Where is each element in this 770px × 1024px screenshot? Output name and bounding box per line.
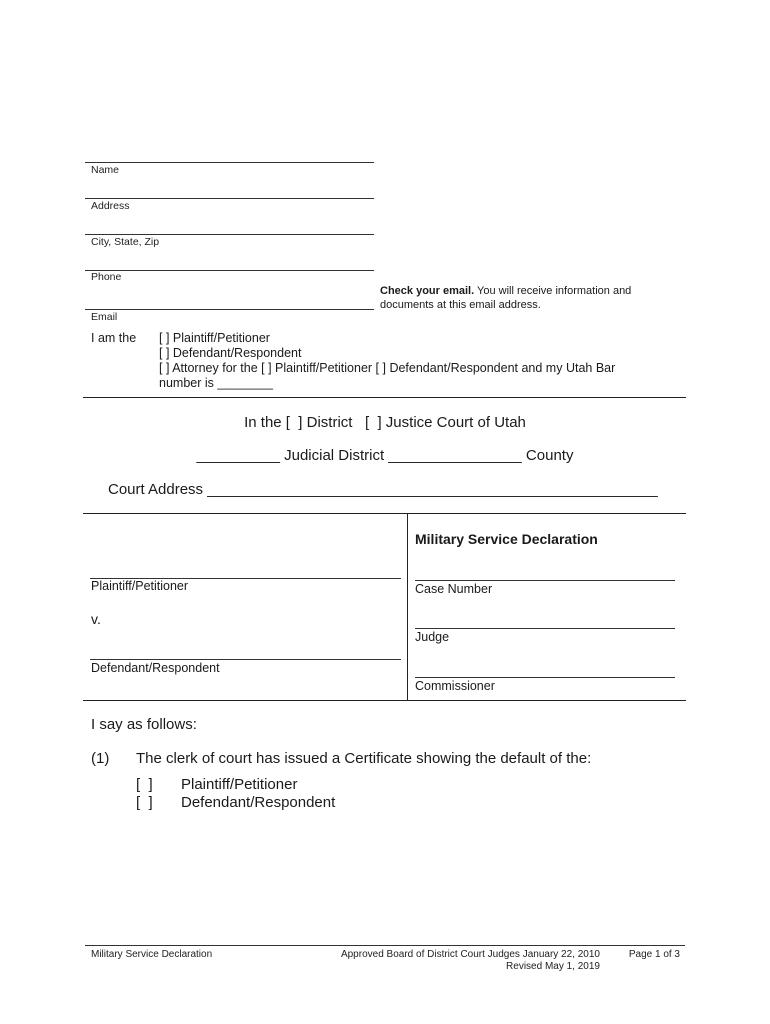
email-note-rest: You will receive information and documents at this email address. [380,285,632,311]
phone-line [85,270,374,271]
phone-label: Phone [91,271,122,283]
city-line [85,234,374,235]
defendant-label: Defendant/Respondent [91,661,220,675]
item1-number: (1) [91,750,110,767]
item1-option-box: [ ] [136,776,153,793]
footer-form-name: Military Service Declaration [91,949,213,960]
header-divider [83,397,686,398]
email-line [85,309,374,310]
address-line [85,198,374,199]
caption-divider [407,513,408,700]
address-label: Address [91,200,130,212]
role-option-plaintiff: [ ] Plaintiff/Petitioner [159,331,270,345]
role-option-bar-number: number is ________ [159,376,273,390]
name-line [85,162,374,163]
item1-option-label: Plaintiff/Petitioner [181,776,298,793]
email-note [380,284,670,312]
versus-label: v. [91,611,101,627]
caption-bottom-line [83,700,686,701]
role-option-defendant: [ ] Defendant/Respondent [159,346,302,360]
commissioner-line [415,677,675,678]
judge-label: Judge [415,630,450,644]
caption-top-line [83,513,686,514]
name-label: Name [91,164,120,176]
item1-text: The clerk of court has issued a Certificate showing the default of the: [136,750,592,767]
court-address-line: Court Address ______________________________________________________ [108,481,658,498]
case-number-line [415,580,675,581]
item1-option-box: [ ] [136,794,153,811]
email-label: Email [91,311,118,323]
case-number-label: Case Number [415,582,493,596]
form-title: Military Service Declaration [415,531,598,547]
footer-revision: Revised May 1, 2019 [506,961,600,972]
city-label: City, State, Zip [91,236,160,248]
judge-line [415,628,675,629]
commissioner-label: Commissioner [415,679,495,693]
court-type-line: In the [ ] District [ ] Justice Court of Utah [244,414,526,431]
defendant-line [90,659,401,660]
item1-option-label: Defendant/Respondent [181,794,336,811]
footer-approval: Approved Board of District Court Judges January 22, 2010 [340,949,600,960]
role-option-attorney: [ ] Attorney for the [ ] Plaintiff/Petitioner [ ] Defendant/Respondent and my Utah Bar [159,361,616,375]
email-note-bold: Check your email. [380,285,475,297]
footer-line [85,945,685,946]
intro-text: I say as follows: [91,716,197,733]
page-number: Page 1 of 3 [628,949,680,960]
iam-label: I am the [91,331,137,345]
plaintiff-label: Plaintiff/Petitioner [91,579,189,593]
court-district-line: __________ Judicial District ________________ County [196,447,574,464]
